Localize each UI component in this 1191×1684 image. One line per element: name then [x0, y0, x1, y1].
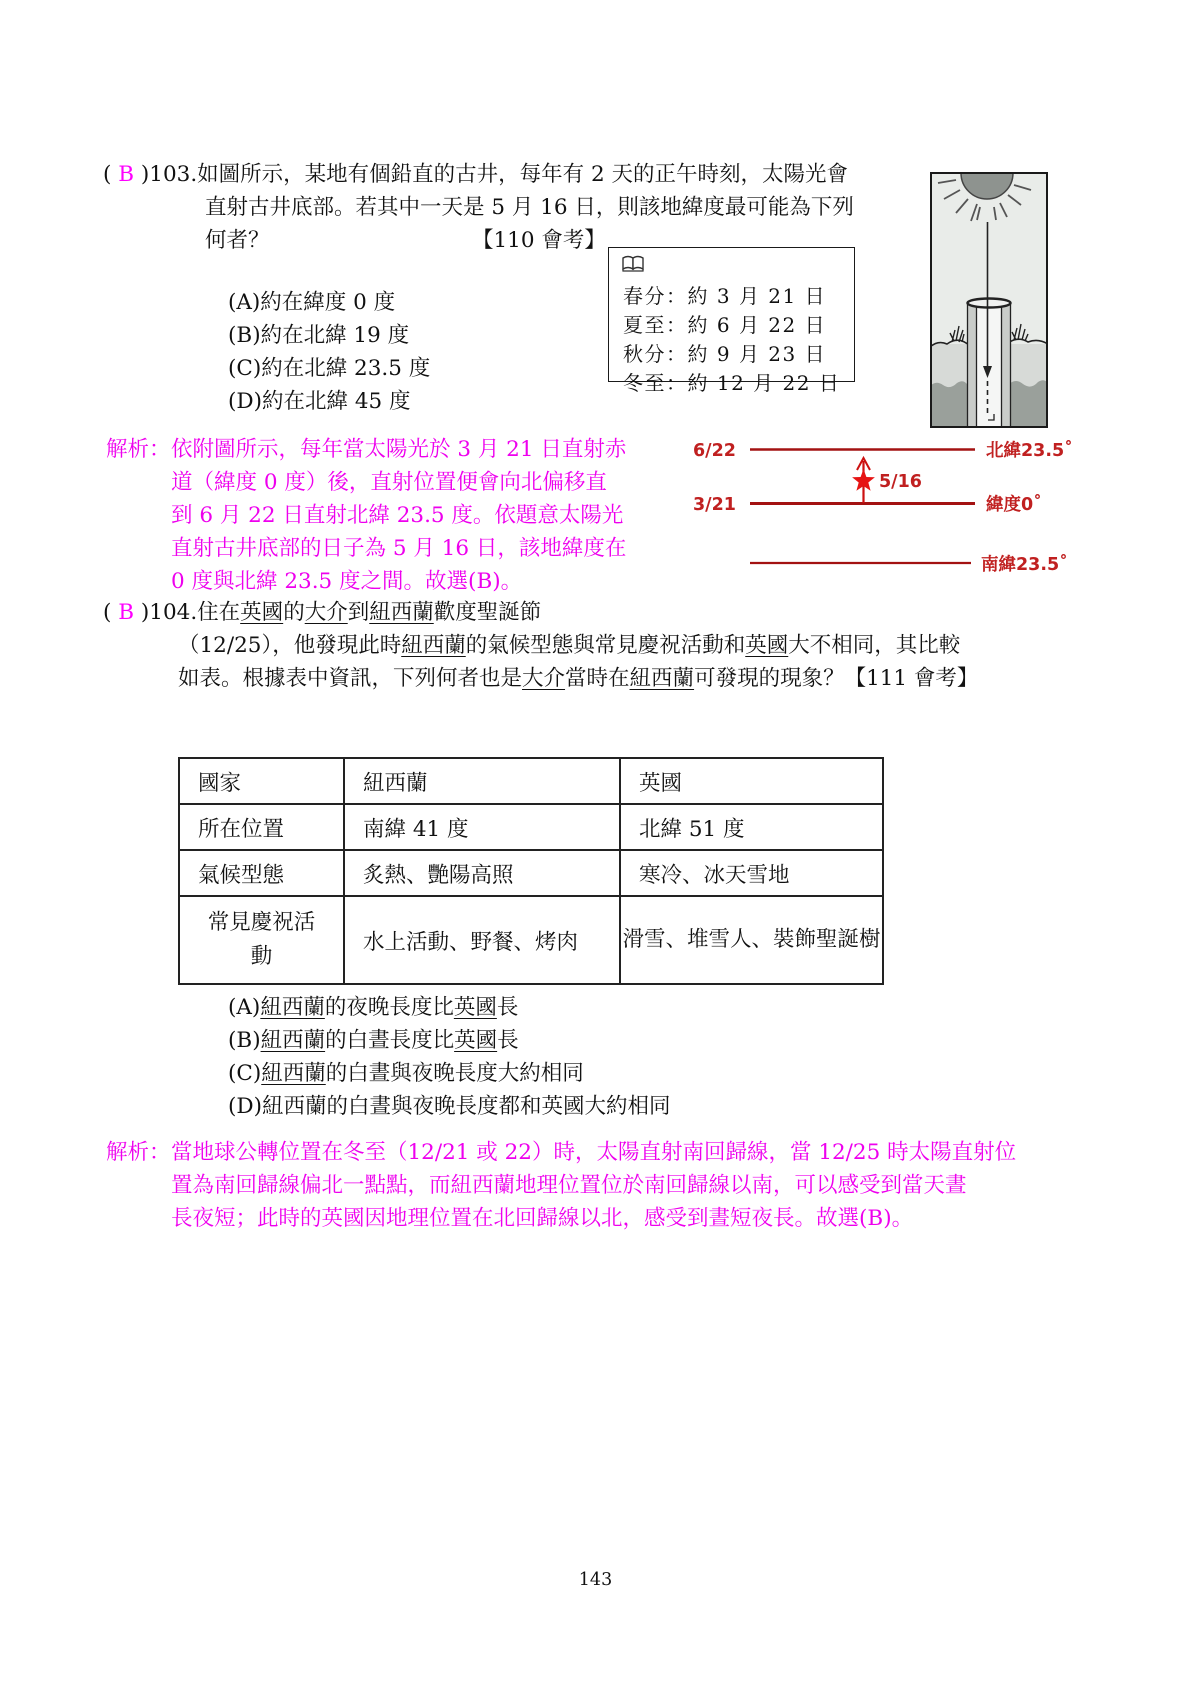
table-cell: 常見慶祝活動 [179, 896, 344, 984]
table-row [179, 850, 883, 896]
well-rim [968, 299, 1011, 308]
date-321-label: 3/21 [693, 495, 736, 515]
explanation-103-label: 解析： [106, 437, 171, 462]
south-23-label: 南緯23.5˚ [981, 555, 1068, 575]
explanation-104-line: 當地球公轉位置在冬至（12/21 或 22）時，太陽直射南回歸線，當 12/25 時太陽直射位 [171, 1140, 1017, 1165]
solstice-line-summer: 夏至：約 6 月 22 日 [623, 313, 827, 337]
open-book-icon [621, 254, 645, 273]
option-104-d: (D)紐西蘭的白晝與夜晚長度都和英國大約相同 [228, 1094, 671, 1119]
table-row [179, 758, 883, 804]
table-cell: 寒冷、冰天雪地 [620, 850, 883, 896]
question-number-103: 103. [149, 162, 198, 187]
equator-label: 緯度0˚ [986, 495, 1042, 515]
page-number: 143 [578, 1570, 613, 1590]
option-103-b: (B)約在北緯 19 度 [228, 323, 410, 348]
table-row [179, 896, 883, 984]
table-cell: 國家 [179, 758, 344, 804]
option-104-a: (A)紐西蘭的夜晚長度比英國長 [228, 995, 519, 1020]
table-cell: 炙熱、艷陽高照 [344, 850, 620, 896]
explanation-103-line: 直射古井底部的日子為 5 月 16 日，該地緯度在 [171, 536, 627, 561]
explanation-103-line: 到 6 月 22 日直射北緯 23.5 度。依題意太陽光 [171, 503, 624, 528]
solstice-line-spring: 春分：約 3 月 21 日 [623, 284, 827, 308]
solstice-line-autumn: 秋分：約 9 月 23 日 [623, 342, 827, 366]
question-103-line2: 直射古井底部。若其中一天是 5 月 16 日，則該地緯度最可能為下列 [205, 195, 854, 220]
latitude-diagram [645, 405, 1191, 583]
table-cell: 氣候型態 [179, 850, 344, 896]
table-cell: 南緯 41 度 [344, 804, 620, 850]
option-104-c: (C)紐西蘭的白晝與夜晚長度大約相同 [228, 1061, 584, 1086]
north-23-label: 北緯23.5˚ [986, 441, 1073, 461]
table-row [179, 804, 883, 850]
answer-marker-103: ( B ) [103, 162, 150, 187]
option-103-d: (D)約在北緯 45 度 [228, 389, 411, 414]
well-figure [930, 172, 1048, 428]
option-103-a: (A)約在緯度 0 度 [228, 290, 396, 315]
explanation-104-line: 置為南回歸線偏北一點點，而紐西蘭地理位置位於南回歸線以南，可以感受到當天晝 [171, 1173, 967, 1198]
comparison-table [178, 757, 884, 985]
question-104-line1 [103, 600, 541, 626]
question-103-line3: 何者？ [205, 228, 270, 253]
table-cell: 紐西蘭 [344, 758, 620, 804]
explanation-103-line: 道（緯度 0 度）後，直射位置便會向北偏移直 [171, 470, 607, 495]
question-104-text: 住在英國的大介到紐西蘭歡度聖誕節 [197, 600, 542, 625]
explanation-104-line: 長夜短；此時的英國因地理位置在北回歸線以北，感受到晝短夜長。故選(B)。 [171, 1206, 914, 1231]
table-cell: 所在位置 [179, 804, 344, 850]
explanation-103-line: 依附圖所示，每年當太陽光於 3 月 21 日直射赤 [171, 437, 627, 462]
table-cell: 英國 [620, 758, 883, 804]
table-cell: 北緯 51 度 [620, 804, 883, 850]
explanation-103-line: 0 度與北緯 23.5 度之間。故選(B)。 [171, 569, 523, 594]
option-104-b: (B)紐西蘭的白晝長度比英國長 [228, 1028, 519, 1053]
question-104-line3: 如表。根據表中資訊，下列何者也是大介當時在紐西蘭可發現的現象？【111 會考】 [178, 666, 979, 691]
answer-letter-103: B [118, 162, 135, 187]
date-516-label: 5/16 [879, 472, 922, 492]
question-103-line1 [103, 162, 848, 188]
answer-marker-104: ( B ) [103, 600, 150, 625]
table-cell: 水上活動、野餐、烤肉 [344, 896, 620, 984]
question-103-text: 如圖所示，某地有個鉛直的古井，每年有 2 天的正午時刻，太陽光會 [197, 162, 849, 187]
explanation-104-label: 解析： [106, 1140, 171, 1165]
solstice-line-winter: 冬至：約 12 月 22 日 [623, 371, 841, 395]
question-number-104: 104. [149, 600, 198, 625]
date-622-label: 6/22 [693, 441, 736, 461]
answer-letter-104: B [118, 600, 135, 625]
option-103-c: (C)約在北緯 23.5 度 [228, 356, 431, 381]
question-104-line2: （12/25），他發現此時紐西蘭的氣候型態與常見慶祝活動和英國大不相同，其比較 [178, 633, 961, 658]
solstice-date-box [608, 247, 855, 395]
table-cell: 滑雪、堆雪人、裝飾聖誕樹 [620, 896, 883, 984]
exam-tag-103: 【110 會考】 [472, 228, 606, 253]
